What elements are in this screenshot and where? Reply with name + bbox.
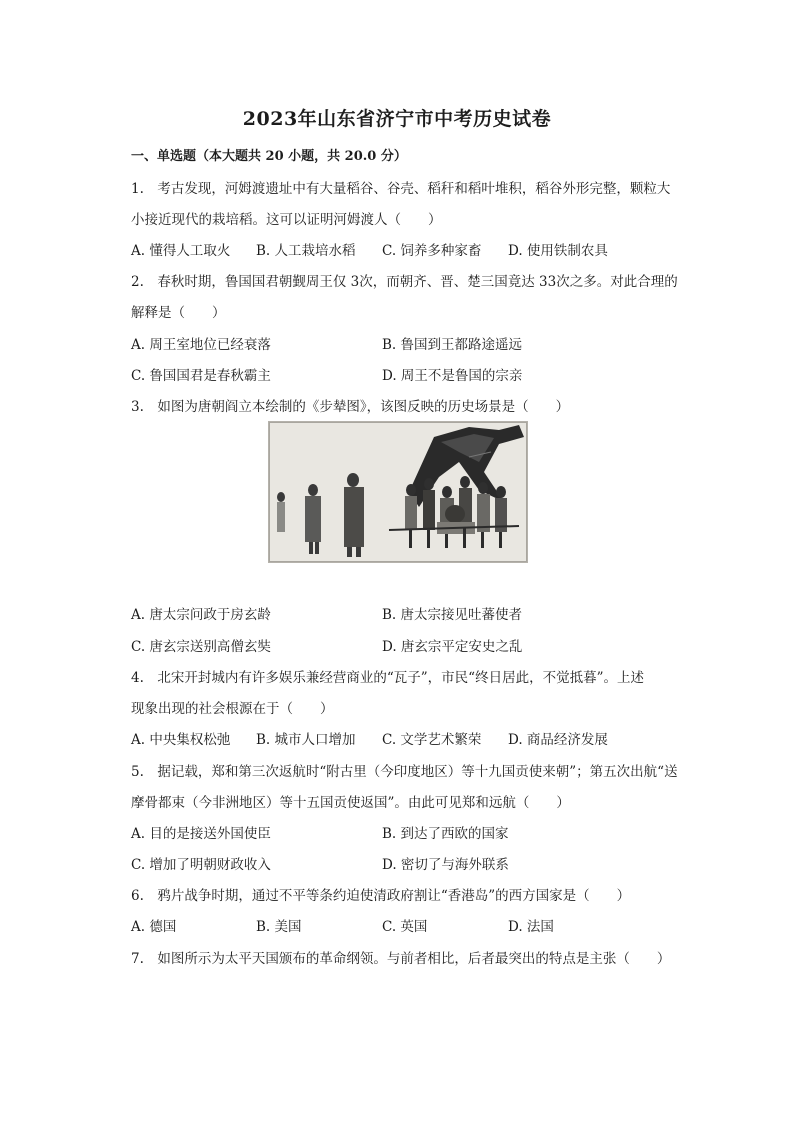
question-3-text-line-1: 3. 如图为唐朝阎立本绘制的《步辇图》，该图反映的历史场景是（ ） [131,399,570,415]
question-4-text-line-2: 现象出现的社会根源在于（ ） [131,701,334,717]
question-2-text-line-2: 解释是（ ） [131,305,226,321]
question-2-option-b: B. 鲁国到王都路途遥远 [382,337,523,353]
question-4-option-c: C. 文学艺术繁荣 [382,732,482,748]
question-1-text-line-2: 小接近现代的栽培稻。这可以证明河姆渡人（ ） [131,212,442,228]
question-3-option-c: C. 唐玄宗送别高僧玄奘 [131,639,271,655]
question-6-option-b: B. 美国 [256,919,302,935]
question-2-option-c: C. 鲁国国君是春秋霸主 [131,368,271,384]
question-1-option-c: C. 饲养多种家畜 [382,243,482,259]
question-2-option-d: D. 周王不是鲁国的宗亲 [382,368,523,384]
exam-title: 2023年山东省济宁市中考历史试卷 [242,108,552,130]
question-5-option-a: A. 目的是接送外国使臣 [131,826,271,842]
question-6-text-line-1: 6. 鸦片战争时期，通过不平等条约迫使清政府割让“香港岛”的西方国家是（ ） [131,888,631,904]
question-5-text-line-2: 摩骨都束（今非洲地区）等十五国贡使返国”。由此可见郑和远航（ ） [131,795,570,811]
question-1-option-a: A. 懂得人工取火 [131,243,231,259]
question-1-option-b: B. 人工栽培水稻 [256,243,356,259]
question-6-option-a: A. 德国 [131,919,177,935]
question-5-text-line-1: 5. 据记载，郑和第三次返航时“附古里（今印度地区）等十九国贡使来朝”；第五次出航“送 [131,764,678,780]
question-2-text-line-1: 2. 春秋时期，鲁国国君朝觐周王仅 3次，而朝齐、晋、楚三国竟达 33次之多。对此合理的 [131,274,678,290]
question-4-option-b: B. 城市人口增加 [256,732,356,748]
question-5-option-b: B. 到达了西欧的国家 [382,826,509,842]
question-6-option-c: C. 英国 [382,919,428,935]
question-4-text-line-1: 4. 北宋开封城内有许多娱乐兼经营商业的“瓦子”，市民“终日居此，不觉抵暮”。上述 [131,670,644,686]
question-3-option-d: D. 唐玄宗平定安史之乱 [382,639,523,655]
section-heading: 一、单选题（本大题共 20 小题，共 20.0 分） [131,149,407,164]
bunian-tu-painting-image [268,421,528,563]
question-6-option-d: D. 法国 [508,919,554,935]
question-7-text-line-1: 7. 如图所示为太平天国颁布的革命纲领。与前者相比，后者最突出的特点是主张（ ） [131,951,671,967]
question-4-option-a: A. 中央集权松弛 [131,732,231,748]
question-5-option-c: C. 增加了明朝财政收入 [131,857,271,873]
question-1-text-line-1: 1. 考古发现，河姆渡遗址中有大量稻谷、谷壳、稻秆和稻叶堆积，稻谷外形完整，颗粒大 [131,181,671,197]
question-2-option-a: A. 周王室地位已经衰落 [131,337,271,353]
question-3-option-b: B. 唐太宗接见吐蕃使者 [382,607,523,623]
question-4-option-d: D. 商品经济发展 [508,732,608,748]
question-3-option-a: A. 唐太宗问政于房玄龄 [131,607,271,623]
painting-illustration [269,422,527,562]
question-5-option-d: D. 密切了与海外联系 [382,857,509,873]
question-1-option-d: D. 使用铁制农具 [508,243,608,259]
